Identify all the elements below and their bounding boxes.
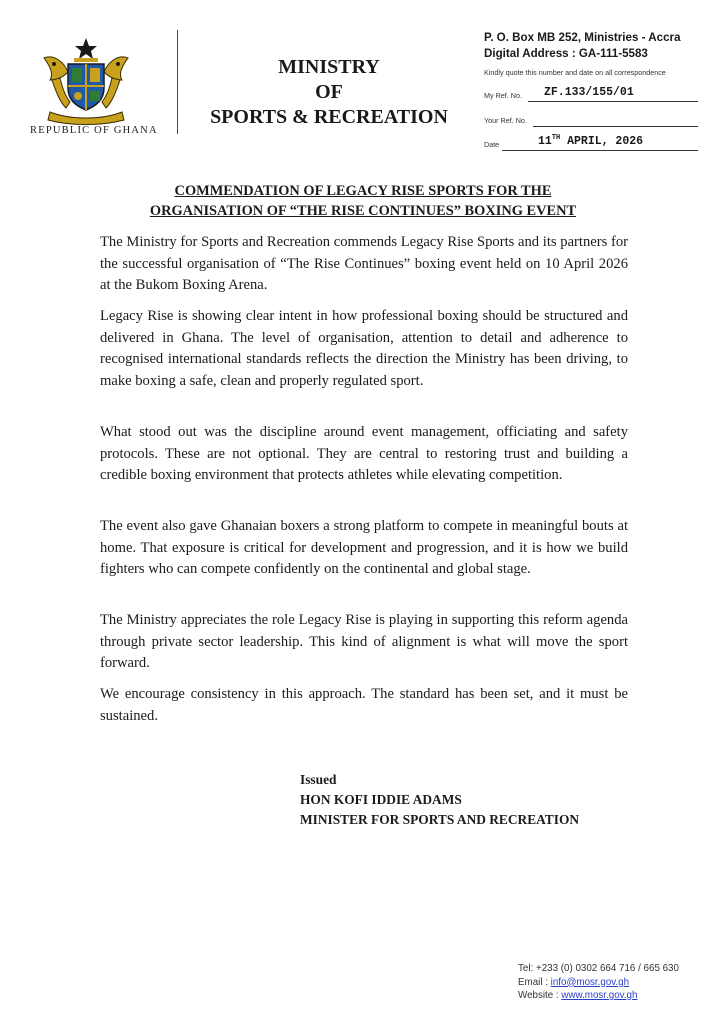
header-divider — [177, 30, 178, 134]
body-paragraph: Legacy Rise is showing clear intent in how professional boxing should be structured and delivered in Ghana. The level of organisation, attention to detail and adherence to recognised international standards reflects the direction the Ministry has been driving, to make boxing a safe, clean and properly regulated sport. — [100, 308, 628, 389]
document-heading — [90, 181, 636, 221]
date-row — [484, 135, 698, 151]
body-paragraph: We encourage consistency in this approach. The standard has been set, and it must be sustained. — [100, 686, 628, 724]
heading-line2: ORGANISATION OF “THE RISE CONTINUES” BOXING EVENT — [149, 203, 577, 219]
your-ref-line — [533, 126, 698, 127]
digital-address: Digital Address : GA-111-5583 — [484, 47, 648, 60]
email-row — [518, 976, 679, 990]
postal-address — [484, 30, 681, 62]
signature-block — [300, 770, 579, 830]
signatory-name: HON KOFI IDDIE ADAMS — [300, 792, 462, 807]
po-box: P. O. Box MB 252, Ministries - Accra — [484, 31, 681, 44]
republic-of-ghana-caption: REPUBLIC OF GHANA — [30, 125, 158, 136]
my-ref-label: My Ref. No. — [484, 91, 522, 100]
date-value — [538, 134, 643, 148]
email-link[interactable]: info@mosr.gov.gh — [550, 976, 630, 988]
telephone: Tel: +233 (0) 0302 664 716 / 665 630 — [518, 963, 679, 974]
my-ref-row — [484, 86, 698, 102]
signatory-title: MINISTER FOR SPORTS AND RECREATION — [300, 812, 580, 827]
body-paragraph: The event also gave Ghanaian boxers a strong platform to compete in meaningful bouts at home. That exposure is critical for development and progression, and it is how we build fighters who can compete confidently on the continental and global stage. — [100, 518, 628, 577]
date-day: 11 — [538, 135, 552, 148]
your-ref-label: Your Ref. No. — [484, 116, 527, 125]
ministry-title-line2: OF — [315, 81, 343, 103]
email-label: Email : — [518, 976, 551, 988]
website-link[interactable]: www.mosr.gov.gh — [561, 990, 638, 1001]
ghana-coat-of-arms-icon — [40, 36, 132, 126]
ministry-title-line3: SPORTS & RECREATION — [210, 106, 448, 128]
website-row — [518, 989, 679, 1003]
date-line — [502, 150, 698, 151]
my-ref-value: ZF.133/155/01 — [544, 86, 634, 99]
date-suffix: TH — [551, 134, 561, 143]
body-paragraph: What stood out was the discipline around event management, officiating and safety protocols. These are not optional. They are central to restoring trust and building a credible boxing environment that protects athletes while elevating competition. — [100, 424, 628, 483]
issued-label: Issued — [300, 772, 337, 787]
date-label: Date — [484, 140, 500, 149]
contact-footer — [518, 962, 679, 1003]
ministry-title-line1: MINISTRY — [278, 56, 380, 78]
website-label: Website : — [518, 990, 562, 1001]
heading-line1: COMMENDATION OF LEGACY RISE SPORTS FOR THE — [174, 183, 552, 199]
my-ref-line — [528, 101, 698, 102]
quote-note: Kindly quote this number and date on all correspondence — [484, 68, 666, 77]
date-month-year: APRIL, 2026 — [560, 135, 644, 148]
your-ref-row — [484, 111, 698, 127]
ministry-title — [200, 55, 458, 130]
body-paragraph: The Ministry for Sports and Recreation commends Legacy Rise Sports and its partners for the successful organisation of “The Rise Continues” boxing event held on 10 April 2026 at the Bukom Boxing Arena. — [100, 234, 628, 293]
body-paragraph: The Ministry appreciates the role Legacy Rise is playing in supporting this reform agenda through private sector leadership. This kind of alignment is what will move the sport forward. — [100, 612, 628, 671]
